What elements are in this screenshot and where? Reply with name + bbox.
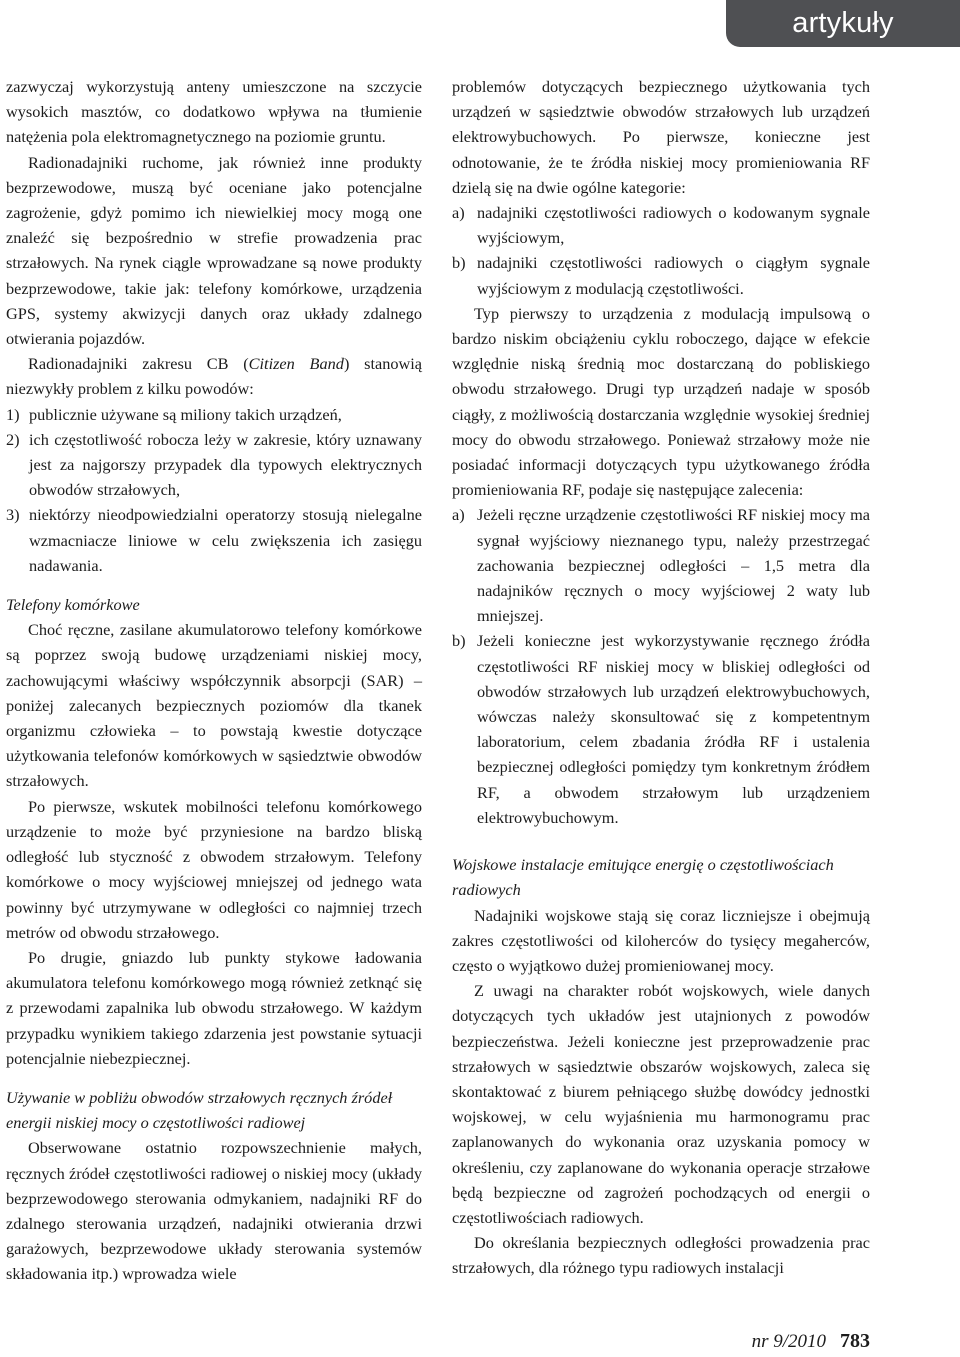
page-footer xyxy=(752,1326,870,1356)
list-item xyxy=(6,502,422,578)
list-item-text: niektórzy nieodpowiedzialni operatorzy stosują nielegalne wzmacniacze liniowe w celu zwiększenia ich zasięgu nadawania. xyxy=(29,505,422,575)
list-item-text: publicznie używane są miliony takich urządzeń, xyxy=(29,404,342,424)
list-marker: b) xyxy=(452,631,466,651)
lettered-list xyxy=(452,200,870,301)
list-marker: a) xyxy=(452,203,465,223)
list-item-text: Jeżeli ręczne urządzenie częstotliwości RF niskiej mocy ma sygnał wyjściowy nieznanego typu, należy przestrzegać zachowania bezpiecznej odległości – 1,5 metra dla nadajników ręcznych o mocy wyjściowej 2 waty lub mniejszej. xyxy=(477,505,870,626)
list-item xyxy=(452,250,870,300)
list-item xyxy=(452,628,870,830)
section-badge: artykuły xyxy=(726,0,960,47)
paragraph: Z uwagi na charakter robót wojskowych, wiele danych dotyczących tych układów jest utajnionych z powodów bezpieczeństwa. Jeżeli konieczne jest przeprowadzenie prac strzałowych w sąsiedztwie obszarów wojskowych, zaleca się skontaktować z biurem pełniącego służbę dowódcy jednostki wojskowej, w celu wyjaśnienia mu harmonogramu prac zaplanowanych do wykonania oraz uzyskania pomocy w określeniu, czy zaplanowane do wykonania operacje strzałowe będą bezpieczne od zagrożeń pochodzących od energii o częstotliwościach radiowych. xyxy=(452,981,870,1227)
paragraph xyxy=(6,351,422,401)
section-heading: Telefony komórkowe xyxy=(6,595,140,615)
text-run: Radionadajniki zakresu CB ( xyxy=(28,354,249,374)
paragraph: zazwyczaj wykorzystują anteny umieszczone na szczycie wysokich masztów, co dodatkowo wpływa na tłumienie natężenia pola elektromagnetycznego na poziomie gruntu. xyxy=(6,77,422,147)
lettered-list xyxy=(452,502,870,830)
left-column xyxy=(6,74,422,1287)
text-run: ) stanowią niezwykły problem z kilku powodów: xyxy=(6,354,423,399)
paragraph: problemów dotyczących bezpiecznego użytkowania tych urządzeń w sąsiedztwie obwodów strzałowych lub urządzeń elektrowybuchowych. Po pierwsze, konieczne jest odnotowanie, że te źródła niskiej mocy promieniowania RF dzielą się na dwie ogólne kategorie: xyxy=(452,77,870,197)
paragraph: Obserwowane ostatnio rozpowszechnienie małych, ręcznych źródeł częstotliwości radiowej o niskiej mocy (układy bezprzewodowego sterowania odmykaniem, nadajniki RF do zdalnego sterowania urządzeń, nadajniki otwierania drzwi garażowych, bezprzewodowe układy sterowania systemów składowania itp.) wprowadza wiele xyxy=(6,1138,422,1284)
list-item xyxy=(6,427,422,503)
list-marker: 3) xyxy=(6,505,20,525)
paragraph: Po drugie, gniazdo lub punkty stykowe ładowania akumulatora telefonu komórkowego mogą również zetknąć się z przewodami zapalnika lub obwodu strzałowego. W każdym przypadku wynikiem takiego zdarzenia jest powstanie sytuacji potencjalnie niebezpiecznej. xyxy=(6,947,422,1068)
section-heading: Używanie w pobliżu obwodów strzałowych ręcznych źródeł energii niskiej mocy o częstotliwości radiowej xyxy=(6,1087,393,1133)
list-item-text: ich częstotliwość robocza leży w zakresie, który uznawany jest za najgorszy przypadek dla typowych elektrycznych obwodów strzałowych, xyxy=(29,429,422,500)
section-heading: Wojskowe instalacje emitujące energię o częstotliwościach radiowych xyxy=(452,855,834,900)
list-item xyxy=(452,502,870,628)
list-item-text: nadajniki częstotliwości radiowych o kodowanym sygnale wyjściowym, xyxy=(477,203,870,248)
list-marker: 2) xyxy=(6,429,20,449)
list-item xyxy=(452,200,870,250)
list-marker: a) xyxy=(452,505,465,525)
list-item-text: Jeżeli konieczne jest wykorzystywanie ręcznego źródła częstotliwości RF niskiej mocy w bliskiej odległości od obwodów strzałowych lub urządzeń elektrowybuchowych, wówczas należy skonsultować się z kompetentnym laboratorium, celem zbadania źródła RF i ustalenia bezpiecznej odległości pomiędzy tym konkretnym źródłem RF, a obwodem strzałowym lub urządzeniem elektrowybuchowym. xyxy=(477,631,870,827)
numbered-list xyxy=(6,402,422,578)
paragraph: Nadajniki wojskowe stają się coraz liczniejsze i obejmują zakres częstotliwości od kiloherców do tysięcy megaherców, często o wyjątkowo dużej promieniowanej mocy. xyxy=(452,905,870,975)
italic-term: Citizen Band xyxy=(248,354,344,374)
right-column xyxy=(452,74,870,1281)
list-marker: 1) xyxy=(6,404,20,424)
paragraph: Radionadajniki ruchome, jak również inne produkty bezprzewodowe, muszą być oceniane jako potencjalne zagrożenie, gdyż pomimo ich niewielkiej mocy mogą one znaleźć się bezpośrednio w strefie prowadzenia prac strzałowych. Na rynek ciągle wprowadzane są nowe produkty bezprzewodowe, takie jak: telefony komórkowe, urządzenia GPS, systemy akwizycji danych oraz układy zdalnego otwierania pojazdów. xyxy=(6,152,422,349)
paragraph: Choć ręczne, zasilane akumulatorowo telefony komórkowe są poprzez swoją budowę urządzeniami niskiej mocy, zachowującymi właściwy współczynnik absorpcji (SAR) – poniżej zalecanych bezpiecznych poziomów dla tkanek organizmu człowieka – to powstają kwestie dotyczące użytkowania telefonów komórkowych w sąsiedztwie obwodów strzałowych. xyxy=(6,620,422,791)
list-item xyxy=(6,402,422,427)
list-marker: b) xyxy=(452,253,466,273)
paragraph: Do określania bezpiecznych odległości prowadzenia prac strzałowych, dla różnego typu radiowych instalacji xyxy=(452,1233,870,1278)
list-item-text: nadajniki częstotliwości radiowych o ciągłym sygnale wyjściowym z modulacją częstotliwości. xyxy=(477,253,870,298)
paragraph: Po pierwsze, wskutek mobilności telefonu komórkowego urządzenie to może być przyniesione na bardzo bliską odległość lub styczność z obwodem strzałowym. Telefony komórkowe o mocy wyjściowej mniejszej od jednego wata powinny być utrzymywane w odległości co najmniej trzech metrów od obwodu strzałowego. xyxy=(6,796,422,942)
paragraph: Typ pierwszy to urządzenia z modulacją impulsową o bardzo niskim obciążeniu cyklu roboczego, dające w efekcie względnie niską średnią moc dostarczaną do pobliskiego obwodu strzałowego. Drugi typ urządzeń nadaje w sposób ciągły, z możliwością dostarczania względnie wysokiej średniej mocy do obwodu strzałowego. Ponieważ strzałowy może nie posiadać informacji dotyczących typu użytkowanego źródła promieniowania RF, podaje się następujące zalecenia: xyxy=(452,303,870,500)
issue-label: nr 9/2010 xyxy=(751,1331,826,1352)
page-number: 783 xyxy=(840,1330,870,1352)
